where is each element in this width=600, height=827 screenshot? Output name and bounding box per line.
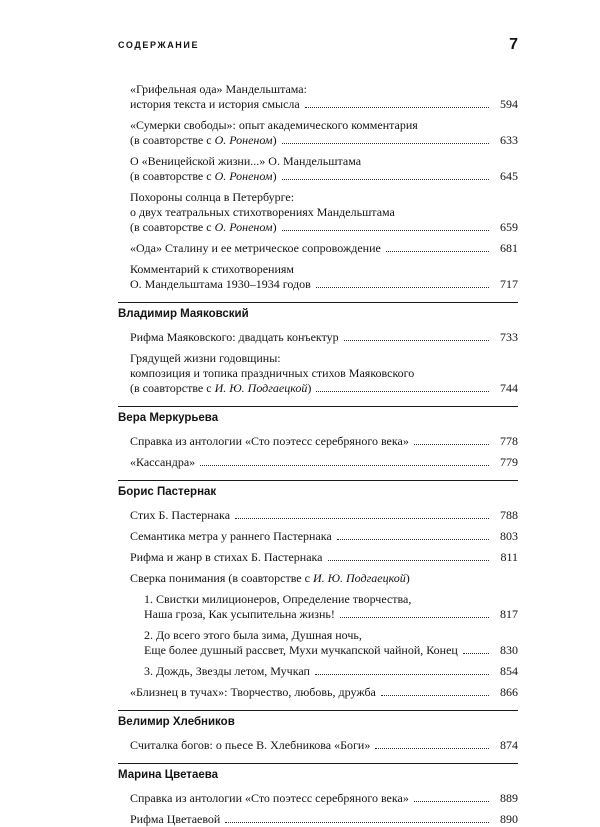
entry-title-text: (в соавторстве с О. Роненом) xyxy=(130,220,277,234)
toc-entry[interactable] xyxy=(130,812,518,827)
entry-title-text: 3. Дождь, Звезды летом, Мучкап xyxy=(144,664,310,678)
entry-page-number: 890 xyxy=(500,812,518,826)
entry-last-line xyxy=(130,791,518,806)
leader-dots xyxy=(305,106,489,108)
entry-title-line: Комментарий к стихотворениям xyxy=(130,262,294,276)
section-title: Велимир Хлебников xyxy=(118,710,518,732)
section-entries xyxy=(118,434,518,470)
leader-dots xyxy=(340,616,489,618)
entry-title-text: О. Мандельштама 1930–1934 годов xyxy=(130,277,311,291)
entry-last-line xyxy=(130,529,518,544)
entry-title-line: «Сумерки свободы»: опыт академического комментария xyxy=(130,118,418,132)
entry-title-text: Наша гроза, Как усыпительна жизнь! xyxy=(144,607,335,621)
entry-last-line xyxy=(130,571,518,586)
entry-title-text: (в соавторстве с О. Роненом) xyxy=(130,133,277,147)
entry-title-text: Семантика метра у раннего Пастернака xyxy=(130,529,332,543)
entry-title-text: (в соавторстве с И. Ю. Подгаецкой) xyxy=(130,381,312,395)
toc-entry[interactable] xyxy=(130,571,518,586)
entry-page-number: 633 xyxy=(500,133,518,147)
entry-last-line xyxy=(130,277,518,292)
section-entries xyxy=(118,508,518,700)
toc-entry[interactable] xyxy=(130,262,518,292)
leader-dots xyxy=(328,559,490,561)
leader-dots xyxy=(316,286,489,288)
entry-last-line xyxy=(130,550,518,565)
entry-title-line: Похороны солнца в Петербурге: xyxy=(130,190,295,204)
entry-title-text: «Ода» Сталину и ее метрическое сопровождение xyxy=(130,241,381,255)
entry-last-line xyxy=(130,738,518,753)
section-title: Владимир Маяковский xyxy=(118,302,518,324)
entry-title-text: Справка из антологии «Сто поэтесс серебряного века» xyxy=(130,791,409,805)
coauthor-name: О. Роненом xyxy=(214,133,273,147)
coauthor-name: О. Роненом xyxy=(214,169,273,183)
entry-last-line xyxy=(130,812,518,827)
entry-title-text: Сверка понимания (в соавторстве с И. Ю. Подгаецкой) xyxy=(130,571,410,585)
entry-title-text: история текста и история смысла xyxy=(130,97,300,111)
section-entries xyxy=(118,82,518,292)
entry-last-line xyxy=(130,241,518,256)
toc-entry[interactable] xyxy=(130,82,518,112)
leader-dots xyxy=(282,178,489,180)
entry-page-number: 854 xyxy=(500,664,518,678)
entry-page-number: 733 xyxy=(500,330,518,344)
toc-entry[interactable] xyxy=(130,685,518,700)
coauthor-name: И. Ю. Подгаецкой xyxy=(312,571,406,585)
entry-last-line xyxy=(130,169,518,184)
toc-entry[interactable] xyxy=(144,628,518,658)
leader-dots xyxy=(463,652,489,654)
entry-last-line xyxy=(130,455,518,470)
entry-page-number: 874 xyxy=(500,738,518,752)
entry-title-line: 1. Свистки милиционеров, Определение творчества, xyxy=(144,592,412,606)
entry-title-text: «Кассандра» xyxy=(130,455,196,469)
section-title: Марина Цветаева xyxy=(118,763,518,785)
running-title: СОДЕРЖАНИЕ xyxy=(118,40,200,50)
entry-title-text: Справка из антологии «Сто поэтесс серебряного века» xyxy=(130,434,409,448)
entry-title-line: о двух театральных стихотворениях Мандельштама xyxy=(130,205,395,219)
section-mandelstam xyxy=(118,70,518,76)
section-title: Борис Пастернак xyxy=(118,480,518,502)
toc-entry[interactable] xyxy=(130,190,518,235)
toc-entry[interactable] xyxy=(130,738,518,753)
leader-dots xyxy=(375,747,489,749)
section-entries xyxy=(118,738,518,753)
section-title: Вера Меркурьева xyxy=(118,406,518,428)
entry-title-text: Считалка богов: о пьесе В. Хлебникова «Боги» xyxy=(130,738,371,752)
entry-title-line: 2. До всего этого была зима, Душная ночь, xyxy=(144,628,362,642)
entry-title-line: композиция и топика праздничных стихов Маяковского xyxy=(130,366,415,380)
leader-dots xyxy=(414,800,489,802)
entry-page-number: 659 xyxy=(500,220,518,234)
entry-page-number: 817 xyxy=(500,607,518,621)
leader-dots xyxy=(235,517,489,519)
entry-page-number: 744 xyxy=(500,381,518,395)
entry-page-number: 645 xyxy=(500,169,518,183)
toc-entry[interactable] xyxy=(130,508,518,523)
entry-title-text: Рифма Цветаевой xyxy=(130,812,221,826)
entry-page-number: 717 xyxy=(500,277,518,291)
entry-page-number: 788 xyxy=(500,508,518,522)
leader-dots xyxy=(315,673,489,675)
coauthor-name: И. Ю. Подгаецкой xyxy=(214,381,308,395)
toc-entry[interactable] xyxy=(144,592,518,622)
entry-last-line xyxy=(130,330,518,345)
toc-entry[interactable] xyxy=(130,434,518,449)
section-entries xyxy=(118,330,518,396)
table-of-contents xyxy=(118,70,518,827)
entry-last-line xyxy=(130,508,518,523)
entry-page-number: 811 xyxy=(500,550,518,564)
toc-entry[interactable] xyxy=(130,154,518,184)
leader-dots xyxy=(316,390,489,392)
toc-entry[interactable] xyxy=(130,529,518,544)
entry-last-line xyxy=(130,97,518,112)
entry-page-number: 830 xyxy=(500,643,518,657)
entry-title-text: Еще более душный рассвет, Мухи мучкапской чайной, Конец xyxy=(144,643,458,657)
page-header xyxy=(118,38,518,58)
page-number: 7 xyxy=(509,36,518,53)
entry-title-text: «Близнец в тучах»: Творчество, любовь, дружба xyxy=(130,685,376,699)
leader-dots xyxy=(381,694,489,696)
toc-entry[interactable] xyxy=(130,550,518,565)
leader-dots xyxy=(414,443,489,445)
leader-dots xyxy=(225,821,489,823)
leader-dots xyxy=(282,229,489,231)
entry-last-line xyxy=(144,643,518,658)
entry-title-line: О «Веницейской жизни...» О. Мандельштама xyxy=(130,154,362,168)
entry-last-line xyxy=(130,685,518,700)
leader-dots xyxy=(282,142,489,144)
toc-entry[interactable] xyxy=(130,118,518,148)
entry-title-text: Рифма и жанр в стихах Б. Пастернака xyxy=(130,550,323,564)
section-entries xyxy=(118,791,518,827)
entry-last-line xyxy=(130,434,518,449)
toc-entry[interactable] xyxy=(144,664,518,679)
coauthor-name: О. Роненом xyxy=(214,220,273,234)
entry-last-line xyxy=(144,607,518,622)
leader-dots xyxy=(337,538,489,540)
toc-entry[interactable] xyxy=(130,330,518,345)
entry-page-number: 779 xyxy=(500,455,518,469)
toc-entry[interactable] xyxy=(130,241,518,256)
entry-title-text: (в соавторстве с О. Роненом) xyxy=(130,169,277,183)
entry-last-line xyxy=(130,220,518,235)
leader-dots xyxy=(386,250,489,252)
entry-page-number: 803 xyxy=(500,529,518,543)
entry-page-number: 866 xyxy=(500,685,518,699)
entry-title-text: Рифма Маяковского: двадцать конъектур xyxy=(130,330,339,344)
entry-title-line: «Грифельная ода» Мандельштама: xyxy=(130,82,307,96)
toc-entry[interactable] xyxy=(130,455,518,470)
leader-dots xyxy=(200,464,489,466)
entry-last-line xyxy=(144,664,518,679)
entry-page-number: 778 xyxy=(500,434,518,448)
entry-last-line xyxy=(130,133,518,148)
entry-title-line: Грядущей жизни годовщины: xyxy=(130,351,281,365)
toc-entry[interactable] xyxy=(130,791,518,806)
entry-title-text: Стих Б. Пастернака xyxy=(130,508,231,522)
leader-dots xyxy=(344,339,489,341)
entry-page-number: 681 xyxy=(500,241,518,255)
entry-last-line xyxy=(130,381,518,396)
entry-page-number: 594 xyxy=(500,97,518,111)
toc-entry[interactable] xyxy=(130,351,518,396)
entry-page-number: 889 xyxy=(500,791,518,805)
